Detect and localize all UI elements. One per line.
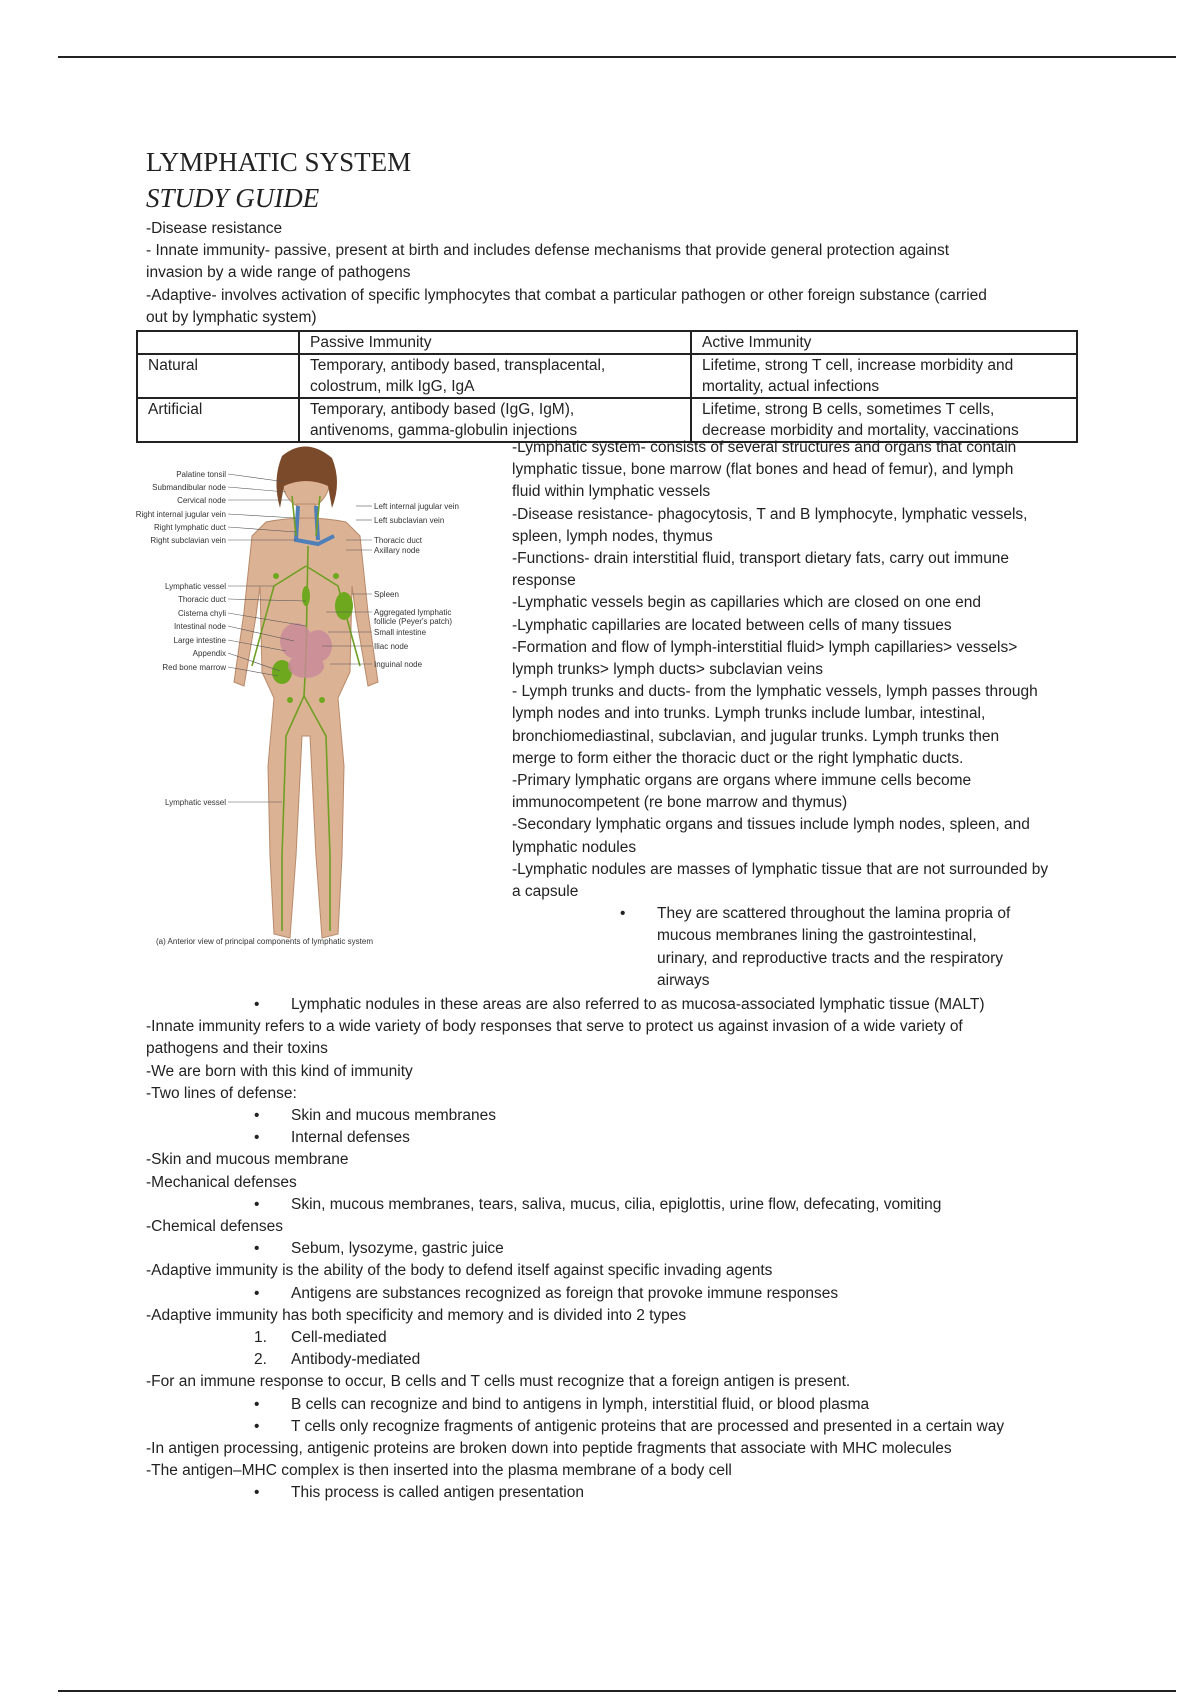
bullet-marker: • [254, 1395, 260, 1413]
page-title: LYMPHATIC SYSTEM [146, 147, 412, 177]
cell-line: Temporary, antibody based, transplacental, [310, 357, 606, 374]
cell-line: colostrum, milk IgG, IgA [310, 378, 475, 395]
bullet-item [146, 1238, 1106, 1260]
numbered-item [146, 1349, 1106, 1371]
bullet-marker: • [254, 1240, 260, 1258]
text-line: merge to form either the thoracic duct or the right lymphatic ducts. [512, 749, 964, 767]
cell-line: mortality, actual infections [702, 378, 880, 395]
bottom-rule [58, 1690, 1176, 1692]
bullet-item [146, 1127, 1106, 1149]
figure-label: Cisterna chyli [177, 609, 226, 618]
figure-label: Iliac node [374, 642, 409, 651]
bullet-marker: • [254, 1195, 260, 1213]
bullet-marker: • [254, 1417, 260, 1435]
bullet-marker: • [254, 996, 260, 1013]
text-line: -The antigen–MHC complex is then inserted into the plasma membrane of a body cell [146, 1462, 732, 1480]
text-line: -Disease resistance- phagocytosis, T and B lymphocyte, lymphatic vessels, [512, 505, 1028, 523]
table-cell [299, 354, 691, 398]
text-line: -Primary lymphatic organs are organs where immune cells become [512, 772, 972, 790]
bullet-line: mucous membranes lining the gastrointestinal, [657, 927, 977, 945]
top-rule [58, 56, 1176, 58]
text-line: immunocompetent (re bone marrow and thymus) [512, 794, 848, 812]
figure-left-labels [136, 470, 227, 807]
right-column-text [512, 437, 1102, 992]
text-line: -Skin and mucous membrane [146, 1151, 349, 1169]
bullet-item [146, 1416, 1106, 1438]
text-line: -Formation and flow of lymph-interstitial fluid> lymph capillaries> vessels> [512, 638, 1018, 656]
anatomy-illustration [135, 436, 516, 956]
bullet-marker: • [254, 1129, 260, 1147]
numbered-item [146, 1327, 1106, 1349]
immunity-table [136, 330, 1078, 443]
row-label: Natural [137, 354, 299, 398]
figure-right-labels [374, 502, 459, 669]
figure-label: follicle (Peyer's patch) [374, 617, 452, 626]
cell-line: decrease morbidity and mortality, vaccinations [702, 422, 1019, 439]
text-line: -Adaptive immunity is the ability of the body to defend itself against specific invading agents [146, 1262, 773, 1280]
text-line: -Two lines of defense: [146, 1084, 297, 1102]
cell-line: Lifetime, strong T cell, increase morbidity and [702, 357, 1014, 374]
table-row [137, 354, 1077, 398]
document-page [135, 144, 1096, 1502]
figure-label: Inguinal node [374, 660, 423, 669]
figure-label: Intestinal node [173, 622, 226, 631]
table-cell [691, 354, 1077, 398]
figure-label: Right subclavian vein [150, 536, 226, 545]
text-line: -In antigen processing, antigenic proteins are broken down into peptide fragments that associate with MHC molecules [146, 1440, 952, 1458]
item-text: Skin, mucous membranes, tears, saliva, mucus, cilia, epiglottis, urine flow, defecating, vomiting [291, 1195, 942, 1213]
cell-line: antivenoms, gamma-globulin injections [310, 422, 578, 439]
figure-label: Left subclavian vein [374, 516, 445, 525]
text-line: -Functions- drain interstitial fluid, transport dietary fats, carry out immune [512, 550, 1010, 568]
bullet-marker: • [254, 1107, 260, 1125]
intro-line: - Innate immunity- passive, present at birth and includes defense mechanisms that provide general protection against [146, 242, 949, 260]
intro-line: invasion by a wide range of pathogens [146, 264, 411, 282]
text-line: -Adaptive immunity has both specificity and memory and is divided into 2 types [146, 1306, 687, 1324]
text-line: pathogens and their toxins [146, 1040, 328, 1058]
bullet-item [146, 1482, 1106, 1504]
figure-label: Appendix [192, 649, 226, 658]
item-text: Cell-mediated [291, 1329, 387, 1347]
row-label: Artificial [137, 398, 299, 442]
figure-label: Axillary node [374, 546, 420, 555]
bullet-item [146, 1283, 1106, 1305]
figure-label: Cervical node [177, 496, 226, 505]
item-text: Antigens are substances recognized as foreign that provoke immune responses [291, 1284, 839, 1302]
text-line: -Lymphatic vessels begin as capillaries which are closed on one end [512, 594, 981, 612]
text-line: -Secondary lymphatic organs and tissues include lymph nodes, spleen, and [512, 816, 1030, 834]
item-text: Lymphatic nodules in these areas are also referred to as mucosa-associated lymphatic tissue (MALT) [291, 996, 985, 1013]
number-marker: 2. [254, 1351, 267, 1369]
table-header-row [137, 331, 1077, 354]
figure-label: Thoracic duct [177, 595, 226, 604]
text-line: lymph trunks> lymph ducts> subclavian veins [512, 661, 824, 679]
text-line: -Chemical defenses [146, 1218, 283, 1236]
figure-label: Large intestine [173, 636, 226, 645]
bullet-item [512, 903, 1102, 992]
figure-label: Aggregated lymphatic [374, 608, 452, 617]
lymphatic-figure [135, 436, 516, 956]
bullet-item [146, 994, 1106, 1016]
item-text: Internal defenses [291, 1129, 410, 1147]
figure-label: Right internal jugular vein [135, 510, 226, 519]
figure-label: Spleen [374, 590, 399, 599]
figure-label: Red bone marrow [162, 663, 226, 672]
number-marker: 1. [254, 1329, 267, 1347]
table-header-cell: Active Immunity [691, 331, 1077, 354]
figure-label: Thoracic duct [374, 536, 423, 545]
figure-label: Palatine tonsil [176, 470, 226, 479]
figure-label: Lymphatic vessel [164, 798, 226, 807]
cell-line: Lifetime, strong B cells, sometimes T cells, [702, 401, 995, 418]
figure-label: Left internal jugular vein [374, 502, 459, 511]
bullet-line: airways [657, 971, 710, 989]
text-line: -Mechanical defenses [146, 1173, 297, 1191]
bullet-marker: • [254, 1284, 260, 1302]
text-line: lymphatic nodules [512, 838, 637, 856]
table-header-cell: Passive Immunity [299, 331, 691, 354]
item-text: This process is called antigen presentation [291, 1484, 584, 1502]
text-line: -Lymphatic nodules are masses of lymphatic tissue that are not surrounded by [512, 860, 1049, 878]
table-cell [691, 398, 1077, 442]
item-text: Skin and mucous membranes [291, 1107, 497, 1125]
bullet-line: They are scattered throughout the lamina propria of [657, 905, 1011, 923]
cell-line: Temporary, antibody based (IgG, IgM), [310, 401, 575, 418]
bullet-item [146, 1194, 1106, 1216]
text-line: lymph nodes and into trunks. Lymph trunks include lumbar, intestinal, [512, 705, 986, 723]
text-line: - Lymph trunks and ducts- from the lymphatic vessels, lymph passes through [512, 683, 1038, 701]
item-text: Sebum, lysozyme, gastric juice [291, 1240, 504, 1258]
bullet-line: urinary, and reproductive tracts and the respiratory [657, 949, 1004, 967]
bullet-item [146, 1394, 1106, 1416]
text-line: spleen, lymph nodes, thymus [512, 527, 713, 545]
bullet-item [146, 1105, 1106, 1127]
intro-line: -Disease resistance [146, 220, 283, 237]
text-line: response [512, 572, 576, 590]
lower-text [146, 994, 1106, 1505]
item-text: B cells can recognize and bind to antigens in lymph, interstitial fluid, or blood plasma [291, 1395, 870, 1413]
figure-label: Lymphatic vessel [164, 582, 226, 591]
text-line: fluid within lymphatic vessels [512, 483, 711, 501]
figure-caption: (a) Anterior view of principal components of lymphatic system [156, 937, 373, 946]
text-line: bronchiomediastinal, subclavian, and jugular trunks. Lymph trunks then [512, 727, 1000, 745]
text-line: -Lymphatic capillaries are located between cells of many tissues [512, 616, 952, 634]
table-header-cell [137, 331, 299, 354]
bullet-marker: • [254, 1484, 260, 1502]
intro-line: out by lymphatic system) [146, 308, 317, 326]
intro-text [146, 218, 1096, 329]
figure-label: Small intestine [374, 628, 427, 637]
figure-label: Submandibular node [152, 483, 226, 492]
body-silhouette [234, 448, 378, 938]
item-text: Antibody-mediated [291, 1351, 421, 1369]
text-line: lymphatic tissue, bone marrow (flat bones and head of femur), and lymph [512, 461, 1014, 479]
text-line: -We are born with this kind of immunity [146, 1062, 413, 1080]
figure-label: Right lymphatic duct [153, 523, 226, 532]
intro-line: -Adaptive- involves activation of specific lymphocytes that combat a particular pathogen or other foreign substance (carried [146, 286, 987, 304]
item-text: T cells only recognize fragments of antigenic proteins that are processed and presented in a certain way [291, 1417, 1005, 1435]
text-line: -Lymphatic system- consists of several structures and organs that contain [512, 439, 1017, 456]
text-line: a capsule [512, 883, 579, 901]
bullet-marker: • [620, 905, 626, 923]
text-line: -Innate immunity refers to a wide variety of body responses that serve to protect us against invasion of a wide variety of [146, 1018, 963, 1036]
page-subtitle: STUDY GUIDE [146, 183, 320, 213]
text-line: -For an immune response to occur, B cells and T cells must recognize that a foreign antigen is present. [146, 1373, 851, 1391]
